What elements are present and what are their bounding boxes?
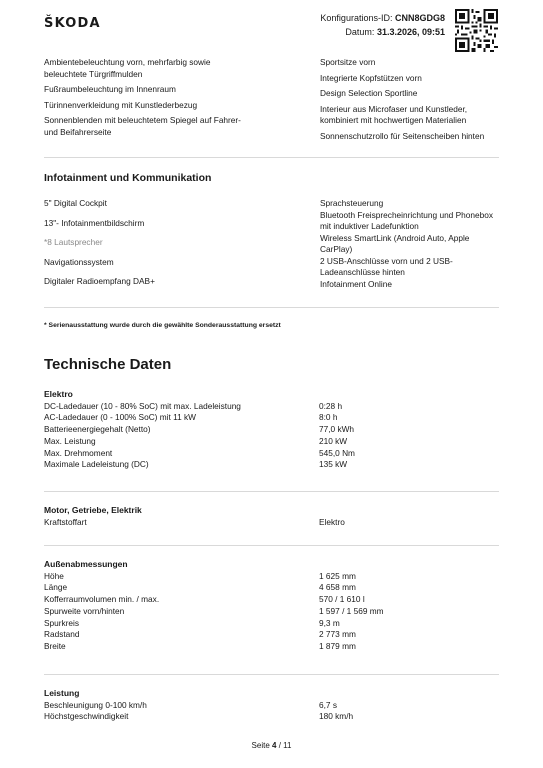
list-item: beleuchtete Türgriffmulden [44, 68, 143, 79]
date-value: 31.3.2026, 09:51 [376, 27, 445, 37]
row-value: 0:28 h [319, 400, 343, 411]
table-row [44, 436, 499, 448]
list-item: Türinnenverkleidung mit Kunstlederbezug [44, 99, 198, 110]
table-row [44, 448, 499, 460]
section-divider [44, 545, 499, 546]
tech-group-motor [44, 505, 499, 528]
tech-group-leistung [44, 688, 499, 723]
tech-group-abmessungen [44, 559, 499, 653]
brand-logo: ŠKODA [44, 16, 101, 31]
table-row [44, 618, 499, 630]
row-value: 2 773 mm [319, 629, 356, 640]
row-value: 180 km/h [319, 711, 354, 722]
row-value: 77,0 kWh [319, 424, 355, 435]
list-item: Design Selection Sportline [320, 88, 418, 98]
row-value: 570 / 1 610 l [319, 594, 365, 605]
row-label: Spurweite vorn/hinten [44, 605, 125, 616]
table-row [44, 582, 499, 594]
list-item: Bluetooth Freisprecheinrichtung und Phonebox [320, 209, 493, 220]
row-value: 4 658 mm [319, 582, 356, 593]
group-title: Leistung [44, 688, 80, 698]
table-row [44, 711, 499, 723]
table-row [44, 459, 499, 471]
list-item: Navigationssystem [44, 256, 114, 267]
row-label: Höhe [44, 570, 64, 581]
list-item: Digitaler Radioempfang DAB+ [44, 276, 155, 286]
section-divider [44, 491, 499, 492]
table-row [44, 594, 499, 606]
list-item: CarPlay) [320, 244, 353, 254]
page-number [0, 741, 543, 750]
page-separator: / [278, 741, 281, 750]
page-label: Seite [251, 741, 270, 750]
row-label: Max. Drehmoment [44, 447, 113, 458]
list-item: Sprachsteuerung [320, 198, 384, 208]
list-item: Ladeanschlüsse hinten [320, 267, 405, 277]
config-id-line [320, 11, 445, 25]
list-item: 13"- Infotainmentbildschirm [44, 217, 145, 228]
list-item: kombiniert mit hochwertigen Materialien [320, 115, 467, 125]
list-item: Sonnenblenden mit beleuchtetem Spiegel auf Fahrer- [44, 115, 241, 125]
infotainment-title: Infotainment und Kommunikation [44, 172, 212, 184]
row-label: Batterieenergiegehalt (Netto) [44, 424, 151, 435]
row-value: 1 625 mm [319, 570, 356, 581]
row-label: Maximale Ladeleistung (DC) [44, 459, 149, 470]
list-item: Fußraumbeleuchtung im Innenraum [44, 84, 176, 94]
footnote: * Serienausstattung wurde durch die gewählte Sonderausstattung ersetzt [44, 322, 281, 329]
row-value: 1 879 mm [319, 641, 356, 652]
infotainment-right-list [320, 198, 493, 290]
page-current: 4 [272, 741, 277, 750]
row-value: 6,7 s [319, 699, 337, 710]
row-label: Max. Leistung [44, 435, 96, 446]
row-value: Elektro [319, 516, 345, 527]
list-item: mit induktiver Ladefunktion [320, 221, 419, 231]
comfort-right-list [320, 57, 484, 142]
config-id-value: CNN8GDG8 [394, 13, 445, 23]
date-label: Datum: [345, 27, 375, 37]
row-value: 210 kW [319, 435, 348, 446]
header-meta [320, 11, 445, 39]
table-row [44, 629, 499, 641]
list-item: Ambientebeleuchtung vorn, mehrfarbig sowie [44, 57, 211, 67]
list-item: Interieur aus Microfaser und Kunstleder, [320, 103, 468, 114]
page-total: 11 [283, 741, 292, 750]
table-row [44, 571, 499, 583]
table-row [44, 412, 499, 424]
row-label: Radstand [44, 629, 80, 640]
list-item: 5" Digital Cockpit [44, 198, 107, 208]
list-item: Sportsitze vorn [320, 57, 376, 67]
row-label: AC-Ladedauer (0 - 100% SoC) mit 11 kW [44, 412, 197, 423]
list-item: Infotainment Online [320, 278, 392, 289]
row-label: Kofferraumvolumen min. / max. [44, 594, 160, 605]
row-label: DC-Ladedauer (10 - 80% SoC) mit max. Ladeleistung [44, 400, 241, 411]
table-row [44, 424, 499, 436]
table-row [44, 401, 499, 413]
list-item: *8 Lautsprecher [44, 237, 103, 247]
table-row [44, 700, 499, 712]
list-item: 2 USB-Anschlüsse vorn und 2 USB- [320, 255, 453, 266]
row-label: Spurkreis [44, 617, 80, 628]
row-value: 8:0 h [319, 412, 338, 423]
list-item: Integrierte Kopfstützen vorn [320, 72, 422, 83]
table-row [44, 517, 499, 529]
section-divider [44, 307, 499, 308]
section-divider [44, 157, 499, 158]
row-label: Länge [44, 582, 68, 593]
row-value: 135 kW [319, 459, 348, 470]
row-label: Breite [44, 641, 66, 652]
table-row [44, 641, 499, 653]
tech-group-elektro [44, 389, 499, 471]
list-item: Sonnenschutzrollo für Seitenscheiben hinten [320, 130, 485, 141]
group-title: Motor, Getriebe, Elektrik [44, 505, 142, 515]
row-value: 1 597 / 1 569 mm [319, 605, 384, 616]
group-title: Elektro [44, 389, 73, 399]
row-label: Höchstgeschwindigkeit [44, 711, 129, 722]
list-item: und Beifahrerseite [44, 126, 112, 137]
row-label: Beschleunigung 0-100 km/h [44, 699, 147, 710]
list-item: Wireless SmartLink (Android Auto, Apple [320, 232, 470, 243]
group-title: Außenabmessungen [44, 559, 128, 569]
row-value: 545,0 Nm [319, 447, 355, 458]
infotainment-left-list [44, 198, 155, 288]
row-value: 9,3 m [319, 617, 340, 628]
config-id-label: Konfigurations-ID: [320, 13, 393, 23]
date-line [320, 25, 445, 39]
section-divider [44, 674, 499, 675]
comfort-left-list [44, 57, 241, 138]
row-label: Kraftstoffart [44, 516, 87, 527]
page-title: Technische Daten [44, 356, 172, 373]
table-row [44, 606, 499, 618]
qr-code-icon [455, 9, 498, 52]
